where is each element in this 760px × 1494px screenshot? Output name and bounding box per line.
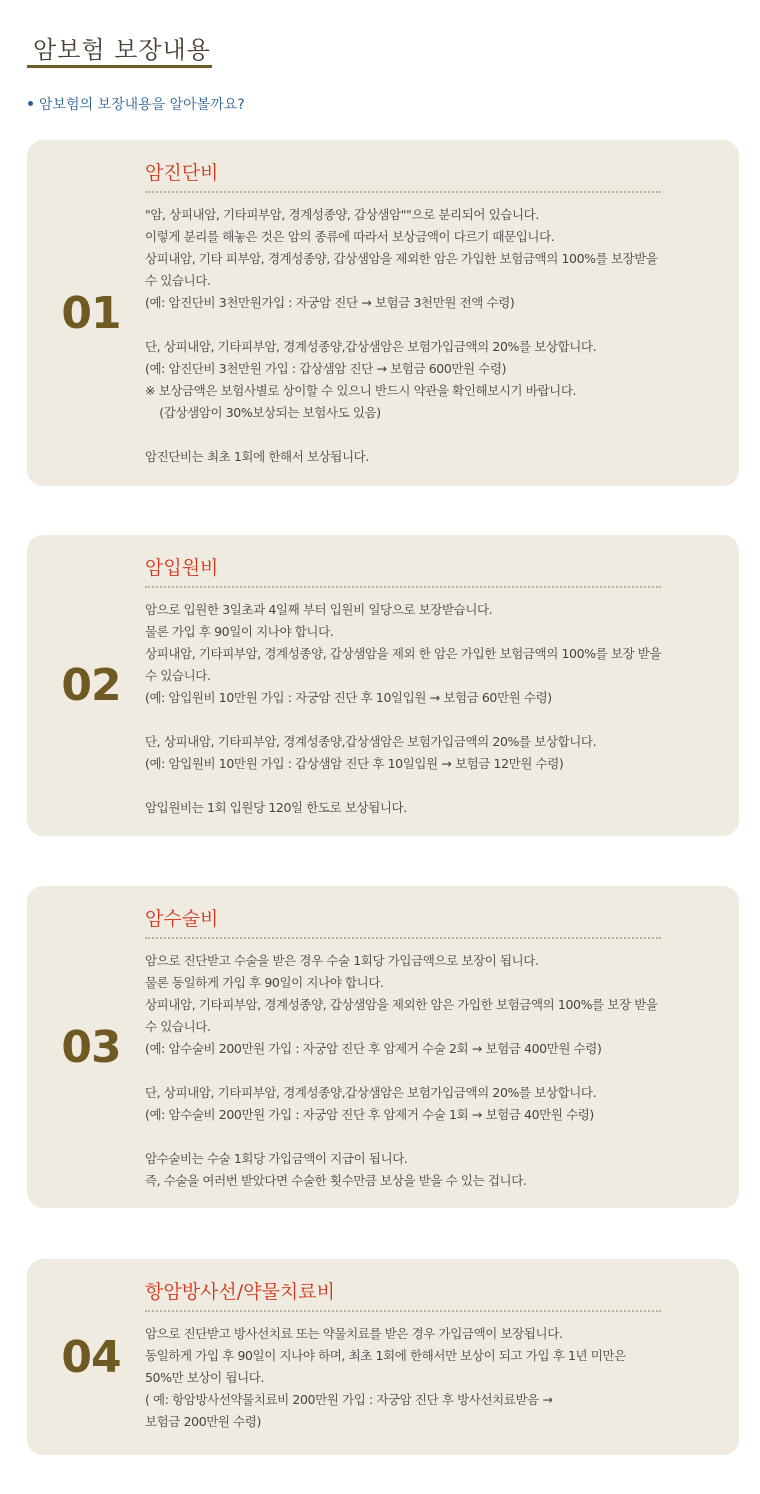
body-line: (예: 암입원비 10만원 가입 : 갑상샘암 진단 후 10일입원 → 보험금 12만원 수령) <box>145 756 564 771</box>
body-line: 상피내암, 기타 피부암, 경계성종양, 갑상샘암을 제외한 암은 가입한 보험금액의 100%를 보장받을 <box>145 251 658 266</box>
body-line: 물론 가입 후 90일이 지나야 합니다. <box>145 624 334 639</box>
body-spacer <box>145 314 705 336</box>
title-underline <box>27 65 212 68</box>
body-line: 암수술비는 수술 1회당 가입금액이 지급이 됩니다. <box>145 1151 408 1166</box>
body-line: ※ 보상금액은 보험사별로 상이할 수 있으니 반드시 약관을 확인해보시기 바랍니다. <box>145 383 577 398</box>
body-line: 이렇게 분리를 해놓은 것은 암의 종류에 따라서 보상금액이 다르기 때문입니다. <box>145 229 555 244</box>
body-spacer <box>145 709 705 731</box>
body-line: 동일하게 가입 후 90일이 지나야 하며, 최초 1회에 한해서만 보상이 되고 가입 후 1년 미만은 <box>145 1348 626 1363</box>
body-line: 단, 상피내암, 기타피부암, 경계성종양,갑상샘암은 보험가입금액의 20%를 보상합니다. <box>145 339 597 354</box>
body-line: (예: 암수술비 200만원 가입 : 자궁암 진단 후 암제거 수술 2회 → 보험금 400만원 수령) <box>145 1041 602 1056</box>
section-number: 03 <box>61 1021 121 1073</box>
section-card-01 <box>27 140 739 486</box>
section-body <box>145 599 705 819</box>
bullet-icon <box>28 101 33 106</box>
body-spacer <box>145 1060 705 1082</box>
body-line: (예: 암진단비 3천만원가입 : 자궁암 진단 → 보험금 3천만원 전액 수령) <box>145 295 515 310</box>
body-line: 암으로 진단받고 방사선치료 또는 약물치료를 받은 경우 가입금액이 보장됩니다. <box>145 1326 563 1341</box>
body-line: (갑상샘암이 30%보상되는 보험사도 있음) <box>145 405 381 420</box>
subtitle-text: 암보험의 보장내용을 알아볼까요? <box>39 97 245 113</box>
dotted-divider <box>145 191 661 193</box>
section-body <box>145 1323 705 1433</box>
body-line: (예: 암진단비 3천만원 가입 : 갑상샘암 진단 → 보험금 600만원 수령) <box>145 361 507 376</box>
body-line: (예: 암입원비 10만원 가입 : 자궁암 진단 후 10일입원 → 보험금 60만원 수령) <box>145 690 552 705</box>
section-title: 암입원비 <box>145 557 219 579</box>
body-line: 암입원비는 1회 입원당 120일 한도로 보상됩니다. <box>145 800 407 815</box>
section-body <box>145 950 705 1192</box>
body-line: 단, 상피내암, 기타피부암, 경계성종양,갑상샘암은 보험가입금액의 20%를 보상합니다. <box>145 1085 597 1100</box>
body-line: (예: 암수술비 200만원 가입 : 자궁암 진단 후 암제거 수술 1회 → 보험금 40만원 수령) <box>145 1107 594 1122</box>
dotted-divider <box>145 586 661 588</box>
body-spacer <box>145 1126 705 1148</box>
page-subtitle <box>27 94 245 114</box>
section-title: 항암방사선/약물치료비 <box>145 1281 335 1303</box>
section-card-03 <box>27 886 739 1208</box>
section-title: 암수술비 <box>145 908 219 930</box>
body-line: 50%만 보상이 됩니다. <box>145 1370 265 1385</box>
body-line: 수 있습니다. <box>145 1019 211 1034</box>
body-line: 수 있습니다. <box>145 668 211 683</box>
body-line: 보험금 200만원 수령) <box>145 1414 262 1429</box>
body-line: 상피내암, 기타피부암, 경계성종양, 갑상샘암을 제외 한 암은 가입한 보험금액의 100%를 보장 받을 <box>145 646 662 661</box>
body-line: 상피내암, 기타피부암, 경계성종양, 갑상샘암을 제외한 암은 가입한 보험금액의 100%를 보장 받을 <box>145 997 658 1012</box>
body-line: ( 예: 항암방사선약물치료비 200만원 가입 : 자궁암 진단 후 방사선치료받음 → <box>145 1392 553 1407</box>
section-number: 04 <box>61 1331 121 1383</box>
body-line: 물론 동일하게 가입 후 90일이 지나야 합니다. <box>145 975 384 990</box>
section-card-04 <box>27 1259 739 1455</box>
section-card-02 <box>27 535 739 836</box>
body-line: 단, 상피내암, 기타피부암, 경계성종양,갑상샘암은 보험가입금액의 20%를 보상합니다. <box>145 734 597 749</box>
body-line: 암으로 입원한 3일초과 4일째 부터 입원비 일당으로 보장받습니다. <box>145 602 493 617</box>
body-line: 암진단비는 최초 1회에 한해서 보상됩니다. <box>145 449 369 464</box>
section-number: 01 <box>61 287 121 339</box>
body-line: 즉, 수술을 여러번 받았다면 수술한 횟수만큼 보상을 받을 수 있는 겁니다. <box>145 1173 527 1188</box>
body-spacer <box>145 424 705 446</box>
dotted-divider <box>145 937 661 939</box>
section-number: 02 <box>61 660 121 711</box>
body-spacer <box>145 775 705 797</box>
section-body <box>145 204 705 468</box>
body-line: 수 있습니다. <box>145 273 211 288</box>
body-line: 암으로 진단받고 수술을 받은 경우 수술 1회당 가입금액으로 보장이 됩니다. <box>145 953 539 968</box>
dotted-divider <box>145 1310 661 1312</box>
body-line: "암, 상피내암, 기타피부암, 경계성종양, 갑상샘암""으로 분리되어 있습니다. <box>145 207 539 222</box>
page-title: 암보험 보장내용 <box>33 36 211 64</box>
section-title: 암진단비 <box>145 162 219 184</box>
